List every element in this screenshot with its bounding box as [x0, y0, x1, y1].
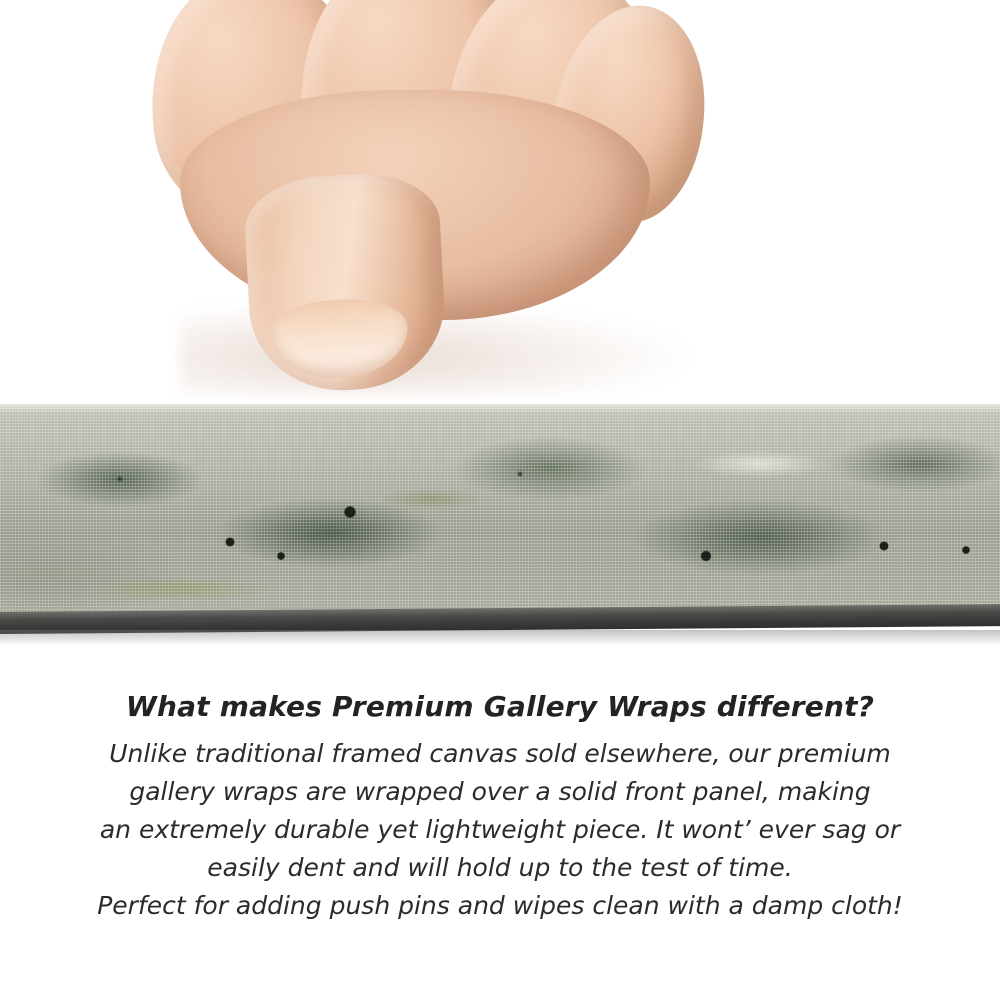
caption-block	[0, 690, 1000, 925]
caption-line: Unlike traditional framed canvas sold elsewhere, our premium	[109, 739, 891, 768]
canvas-weave-texture	[0, 404, 1000, 619]
hand-pressing-canvas	[120, 0, 680, 430]
canvas-edge-shadow	[0, 630, 1000, 646]
canvas-top-highlight	[0, 404, 1000, 414]
caption-title: What makes Premium Gallery Wraps different?	[125, 690, 875, 723]
caption-line: easily dent and will hold up to the test of time.	[207, 853, 793, 882]
caption-line: an extremely durable yet lightweight piece. It wont’ ever sag or	[99, 815, 901, 844]
canvas-wrap-edge	[0, 404, 1000, 619]
caption-line: gallery wraps are wrapped over a solid front panel, making	[129, 777, 871, 806]
caption-line: Perfect for adding push pins and wipes clean with a damp cloth!	[97, 891, 903, 920]
